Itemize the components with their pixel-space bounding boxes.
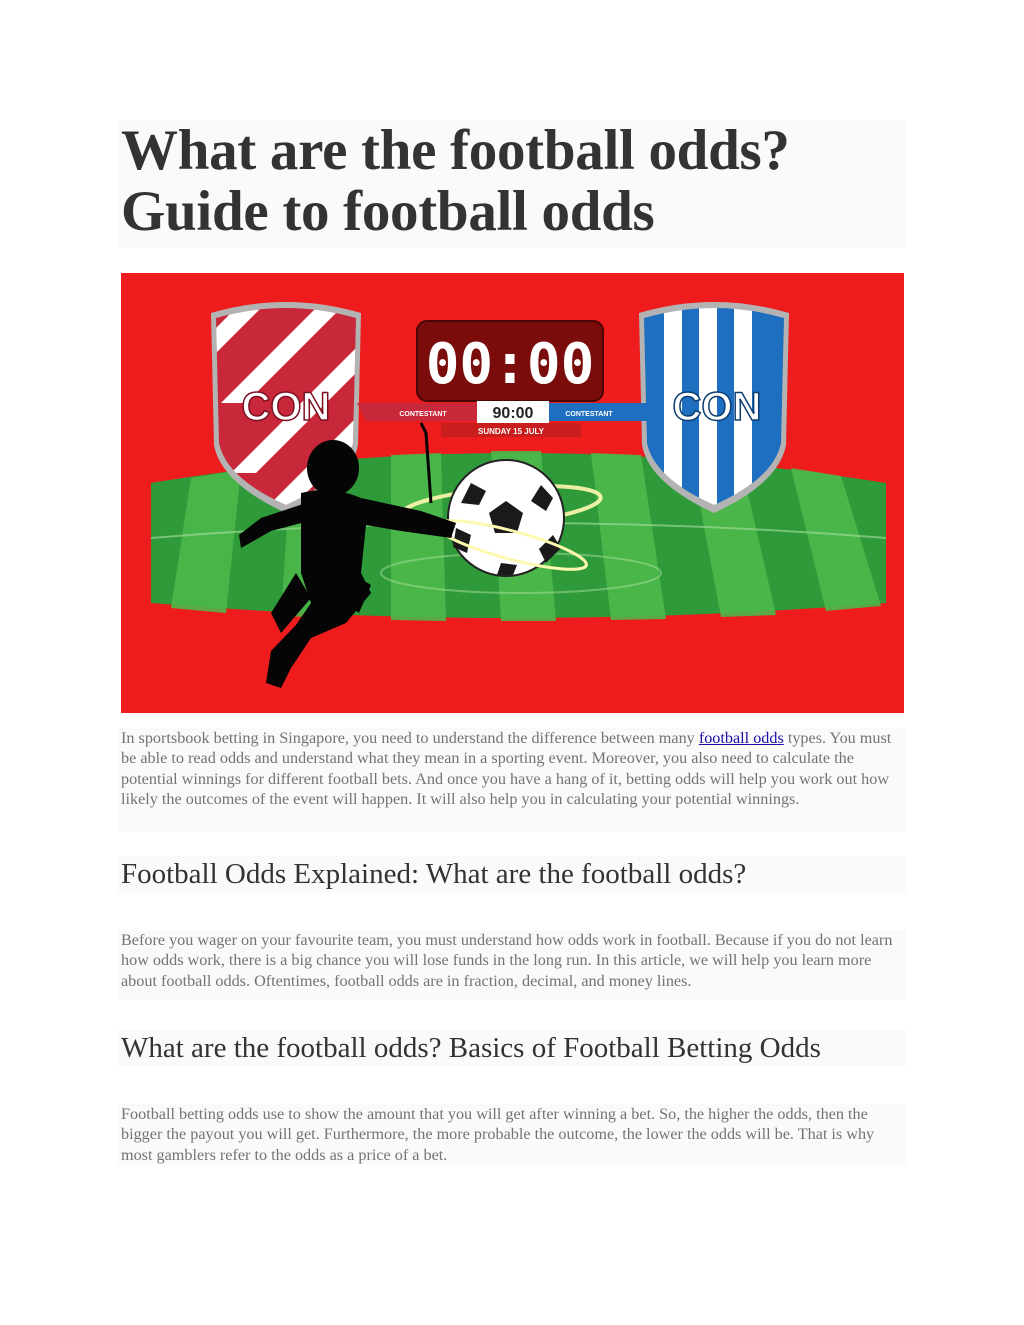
paragraph-2-block [118,930,906,1000]
section-heading-1 [118,856,906,892]
date-text: SUNDAY 15 JULY [478,427,544,436]
article-title-block [118,120,906,248]
section-heading-2 [118,1030,906,1066]
match-time: 90:00 [492,405,534,422]
football-odds-link[interactable]: football odds [698,729,784,747]
title-line-2: Guide to football odds [121,180,655,243]
clock-display: 00:00 [425,332,595,397]
section-heading-2-text: What are the football odds? Basics of Football Betting Odds [121,1032,821,1064]
right-team-label: CON [672,385,762,429]
left-team-label: CON [241,385,331,429]
hero-image [121,273,904,713]
article-title [118,120,906,242]
title-line-1: What are the football odds? [121,119,790,182]
paragraph-3: Football betting odds use to show the amount that you will get after winning a bet. So, the higher the odds, then the bigger the payout you will get. Furthermore, the more probable the outcome, the lower the odds will be. That is why most gamblers refer to the odds as a price of a bet. [121,1105,875,1164]
intro-paragraph-block [118,728,906,832]
right-contestant-text: CONTESTANT [565,411,613,418]
intro-paragraph: In sportsbook betting in Singapore, you need to understand the difference between many football odds types. You must be able to read odds and understand what they mean in a sporting event. Moreover, you also need to calculate the potential winnings for different football bets. And once you have a hang of it, betting odds will help you work out how likely the outcomes of the event will happen. It will also help you in calculating your potential winnings. [121,729,892,808]
paragraph-2: Before you wager on your favourite team, you must understand how odds work in football. Because if you do not learn how odds work, there is a big chance you will lose funds in the long run. In this article, we will help you learn more about football odds. Oftentimes, football odds are in fraction, decimal, and money lines. [121,931,893,990]
left-contestant-text: CONTESTANT [399,411,447,418]
paragraph-3-block [118,1104,906,1164]
section-heading-1-text: Football Odds Explained: What are the football odds? [121,858,747,890]
